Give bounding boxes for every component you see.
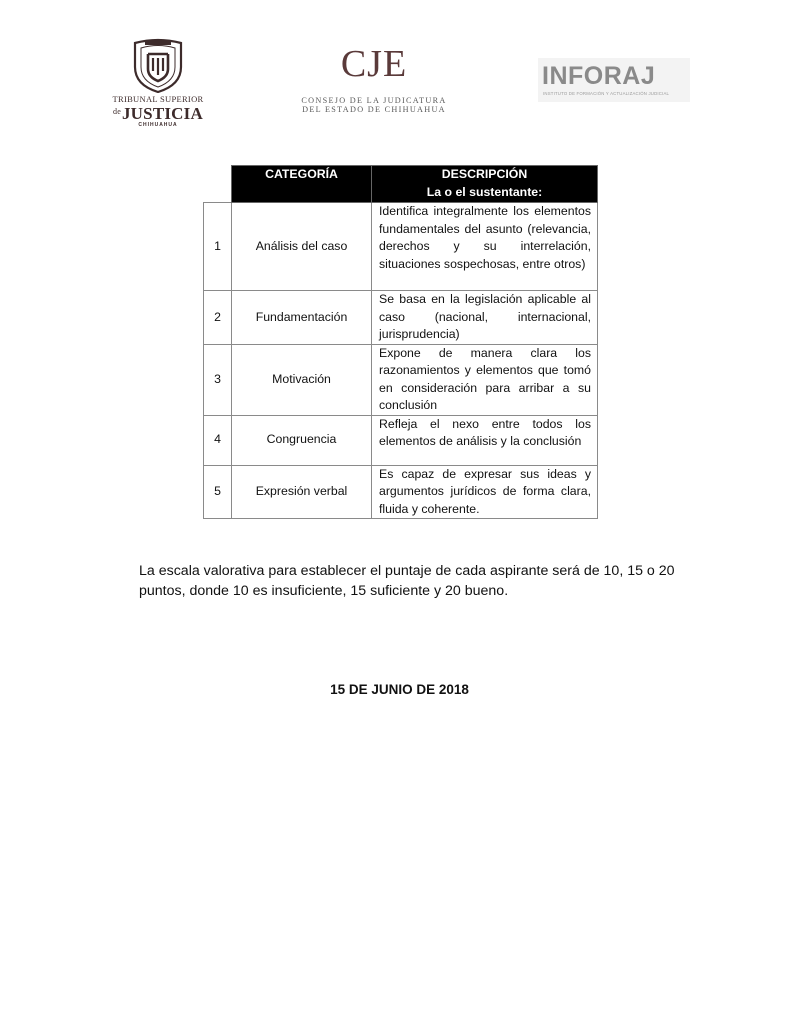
- row-category: Congruencia: [232, 415, 372, 465]
- inforaj-subtitle: INSTITUTO DE FORMACIÓN Y ACTUALIZACIÓN JUDICIAL: [543, 91, 670, 96]
- cje-line2: DEL ESTADO DE CHIHUAHUA: [302, 105, 446, 114]
- row-category: Análisis del caso: [232, 203, 372, 291]
- table-row: [204, 415, 598, 465]
- tribunal-superior-logo: [112, 37, 204, 127]
- cje-mark: CJE: [340, 43, 408, 85]
- row-number: 3: [204, 344, 232, 415]
- row-description: Expone de manera clara los razonamientos y elementos que tomó en consideración para arribar a su conclusión: [372, 344, 598, 415]
- document-date: 15 DE JUNIO DE 2018: [330, 682, 469, 697]
- scale-paragraph: La escala valorativa para establecer el puntaje de cada aspirante será de 10, 15 o 20 puntos, donde 10 es insuficiente, 15 suficiente y 20 bueno.: [139, 563, 675, 599]
- tsj-line3: CHIHUAHUA: [138, 122, 178, 128]
- tribunal-emblem-icon: [131, 37, 185, 93]
- table-row: [204, 344, 598, 415]
- cje-logo: [300, 44, 448, 114]
- row-number: 4: [204, 415, 232, 465]
- tsj-justicia: JUSTICIA: [121, 104, 203, 123]
- row-description: Identifica integralmente los elementos fundamentales del asunto (relevancia, derechos y su interrelación, situaciones sospechosas, entre otros): [372, 203, 598, 291]
- cje-line1: CONSEJO DE LA JUDICATURA: [301, 96, 447, 105]
- table-header-row: [204, 166, 598, 203]
- row-number: 5: [204, 465, 232, 519]
- row-number: 1: [204, 203, 232, 291]
- descripcion-header-sub: La o el sustentante:: [426, 184, 543, 199]
- row-category: Expresión verbal: [232, 465, 372, 519]
- row-category: Fundamentación: [232, 291, 372, 345]
- evaluation-rubric-table: [203, 165, 598, 519]
- categoria-header-label: CATEGORÍA: [265, 167, 338, 181]
- categoria-header: [232, 166, 372, 203]
- descripcion-header-label: DESCRIPCIÓN: [441, 167, 528, 181]
- blank-header-cell: [204, 166, 232, 203]
- tsj-de: de: [113, 107, 121, 116]
- table-row: [204, 203, 598, 291]
- tsj-line1: TRIBUNAL SUPERIOR: [112, 94, 204, 104]
- descripcion-header: [372, 166, 598, 203]
- row-description: Refleja el nexo entre todos los elementos de análisis y la conclusión: [372, 415, 598, 465]
- row-category: Motivación: [232, 344, 372, 415]
- row-description: Es capaz de expresar sus ideas y argumentos jurídicos de forma clara, fluida y coherente.: [372, 465, 598, 519]
- row-number: 2: [204, 291, 232, 345]
- row-description: Se basa en la legislación aplicable al caso (nacional, internacional, jurisprudencia): [372, 291, 598, 345]
- table-row: [204, 465, 598, 519]
- table-row: [204, 291, 598, 345]
- tsj-line2: [112, 104, 204, 122]
- inforaj-logo: [538, 58, 690, 102]
- inforaj-mark: INFORAJ: [542, 62, 656, 90]
